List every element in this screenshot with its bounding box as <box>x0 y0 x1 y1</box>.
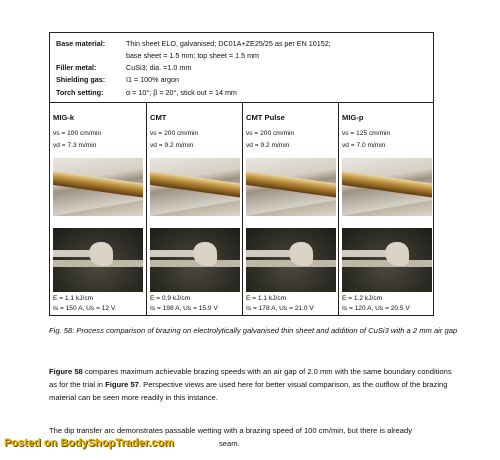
wire-feed-speed: vd = 7.3 m/min <box>53 142 97 149</box>
process-name: MIG-p <box>342 113 364 122</box>
perspective-photo <box>53 158 143 216</box>
paragraph-text: compares maximum achievable brazing speeds with an air gap of 2.0 mm with the same boundary conditions as for the trial in <box>49 367 452 389</box>
paragraph-text: The dip transfer arc demonstrates passable wetting with a brazing speed of 100 cm/min, but there is already <box>49 426 413 435</box>
brazing-speed: vs = 200 cm/min <box>150 130 199 137</box>
param-value: Thin sheet ELO, galvanised; DC01A+ZE25/25 as per EN 10152; <box>126 39 331 48</box>
cross-section-photo <box>246 228 336 292</box>
energy-input: E = 1.1 kJ/cm <box>53 295 94 302</box>
figure-reference: Figure 57 <box>105 380 139 389</box>
energy-input: E = 0.9 kJ/cm <box>150 295 191 302</box>
param-label: Base material: <box>56 39 106 48</box>
param-label: Shielding gas: <box>56 75 106 84</box>
param-label: Filler metal: <box>56 63 97 72</box>
process-name: CMT <box>150 113 167 122</box>
figure-caption: Fig. 58: Process comparison of brazing on electrolytically galvanised thin sheet and addition of CuSi3 with a 2 mm air gap <box>49 326 458 335</box>
process-comparison-grid <box>49 102 434 316</box>
cross-section-photo <box>342 228 432 292</box>
wire-feed-speed: vd = 9.2 m/min <box>150 142 194 149</box>
process-name: MIG-k <box>53 113 75 122</box>
brazing-speed: vs = 200 cm/min <box>246 130 295 137</box>
figure-reference: Figure 58 <box>49 367 83 376</box>
paragraph-text: . Perspective views are used here for better visual comparison, as the outflow of the brazing material can be seen more readily in this instance. <box>49 380 448 402</box>
current-voltage: Is = 178 A, Us = 21.0 V <box>246 305 314 312</box>
perspective-photo <box>150 158 240 216</box>
param-value: base sheet = 1.5 mm; top sheet = 1.5 mm <box>126 51 260 60</box>
paragraph-text: seam. <box>219 439 240 448</box>
brazing-speed: vs = 125 cm/min <box>342 130 391 137</box>
cross-section-photo <box>53 228 143 292</box>
current-voltage: Is = 120 A, Us = 20.5 V <box>342 305 410 312</box>
process-column-mig-k <box>50 103 146 315</box>
cross-section-photo <box>150 228 240 292</box>
energy-input: E = 1.1 kJ/cm <box>246 295 287 302</box>
body-paragraph-1 <box>49 365 459 404</box>
process-column-mig-p <box>338 103 435 315</box>
current-voltage: Is = 150 A, Us = 12 V <box>53 305 116 312</box>
process-column-cmt-pulse <box>242 103 339 315</box>
param-value: I1 = 100% argon <box>126 75 179 84</box>
wire-feed-speed: vd = 7.0 m/min <box>342 142 386 149</box>
perspective-photo <box>246 158 336 216</box>
process-column-cmt <box>146 103 243 315</box>
perspective-photo <box>342 158 432 216</box>
brazing-speed: vs = 100 cm/min <box>53 130 102 137</box>
process-name: CMT Pulse <box>246 113 285 122</box>
param-value: CuSi3; dia. =1.0 mm <box>126 63 192 72</box>
wire-feed-speed: vd = 9.2 m/min <box>246 142 290 149</box>
param-label: Torch setting: <box>56 88 104 97</box>
current-voltage: Is = 198 A, Us = 15.9 V <box>150 305 218 312</box>
parameters-table <box>49 32 434 102</box>
param-value: α = 10°; β = 20°, stick out = 14 mm <box>126 88 237 97</box>
energy-input: E = 1.2 kJ/cm <box>342 295 383 302</box>
watermark-text: Posted on BodyShopTrader.com <box>4 437 174 449</box>
